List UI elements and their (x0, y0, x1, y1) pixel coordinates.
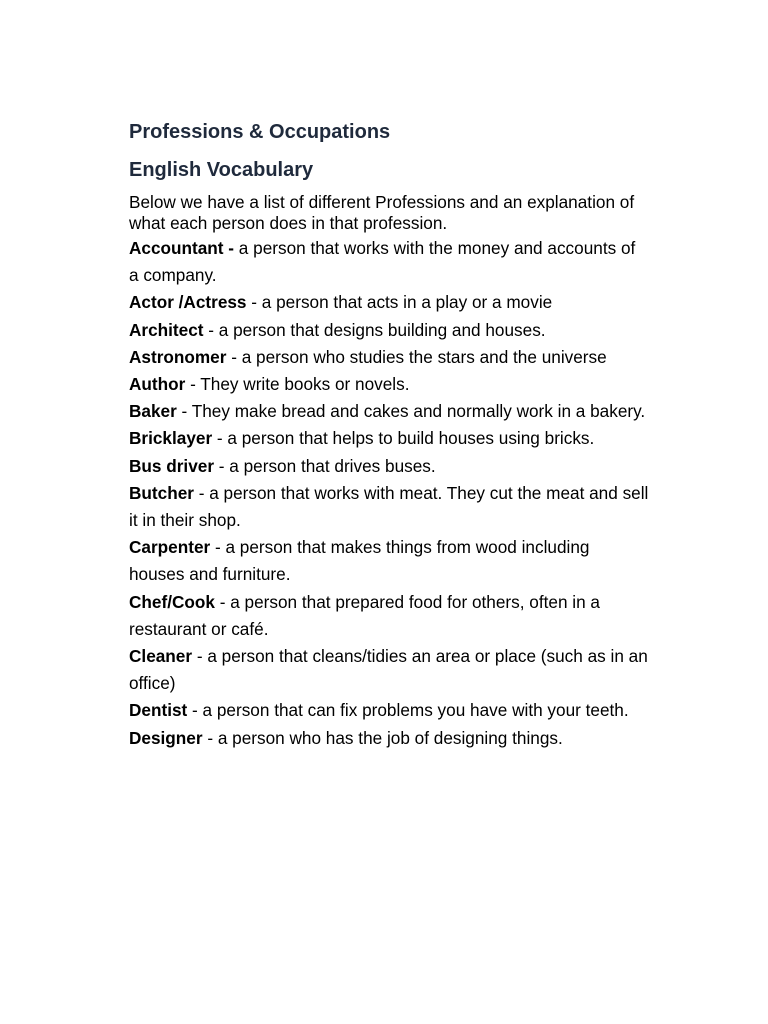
vocabulary-entry-accountant (129, 235, 649, 289)
vocabulary-entry-cleaner (129, 643, 649, 697)
entry-definition: - a person that works with meat. They cut the meat and sell it in their shop. (129, 482, 649, 531)
entry-term: Chef/Cook (129, 591, 215, 612)
entry-definition: - a person that prepared food for others, often in a restaurant or café. (129, 591, 600, 639)
entry-definition: - They write books or novels. (185, 374, 410, 395)
entry-term: Architect (129, 319, 204, 340)
entry-term: Astronomer (129, 346, 227, 367)
vocabulary-entry-bricklayer (129, 425, 649, 452)
entry-term: Designer (129, 727, 203, 748)
vocabulary-entry-chef-cook (129, 589, 649, 643)
vocabulary-entry-dentist (129, 697, 649, 724)
entry-definition: - a person who has the job of designing things. (202, 727, 563, 748)
vocabulary-entry-author (129, 371, 649, 398)
entry-term: Carpenter (129, 537, 211, 558)
entry-definition: - They make bread and cakes and normally work in a bakery. (176, 401, 646, 422)
page-title: Professions & Occupations (129, 121, 391, 143)
entry-term: Butcher (129, 482, 194, 503)
vocabulary-list (129, 235, 649, 752)
entry-term: Cleaner (129, 646, 193, 667)
entry-definition: - a person who studies the stars and the universe (226, 346, 607, 367)
entry-term: Bus driver (129, 455, 215, 476)
vocabulary-entry-baker (129, 398, 649, 425)
vocabulary-entry-astronomer (129, 344, 649, 371)
entry-definition: - a person that acts in a play or a movie (246, 292, 553, 313)
entry-term: Baker (129, 401, 177, 422)
entry-definition: - a person that helps to build houses using bricks. (212, 428, 595, 449)
entry-term: Accountant - (129, 238, 235, 258)
entry-definition: a person that works with the money and accounts of a company. (129, 238, 636, 286)
document-content (129, 118, 649, 752)
entry-definition: - a person that drives buses. (214, 455, 436, 476)
entry-definition: - a person that can fix problems you have with your teeth. (187, 700, 629, 721)
vocabulary-entry-butcher (129, 480, 649, 534)
intro-paragraph: Below we have a list of different Professions and an explanation of what each person does in that profession. (129, 192, 635, 233)
entry-definition: - a person that designs building and houses. (203, 319, 546, 340)
entry-term: Dentist (129, 700, 188, 721)
vocabulary-entry-actor (129, 289, 649, 316)
entry-term: Author (129, 374, 186, 395)
entry-definition: - a person that cleans/tidies an area or place (such as in an office) (129, 646, 648, 694)
vocabulary-entry-carpenter (129, 534, 649, 588)
entry-term: Actor /Actress (129, 292, 247, 313)
entry-definition: - a person that makes things from wood including houses and furniture. (129, 537, 590, 585)
vocabulary-entry-designer (129, 725, 649, 752)
entry-term: Bricklayer (129, 428, 213, 449)
vocabulary-entry-architect (129, 317, 649, 344)
vocabulary-entry-bus-driver (129, 453, 649, 480)
page-subtitle: English Vocabulary (129, 159, 314, 181)
